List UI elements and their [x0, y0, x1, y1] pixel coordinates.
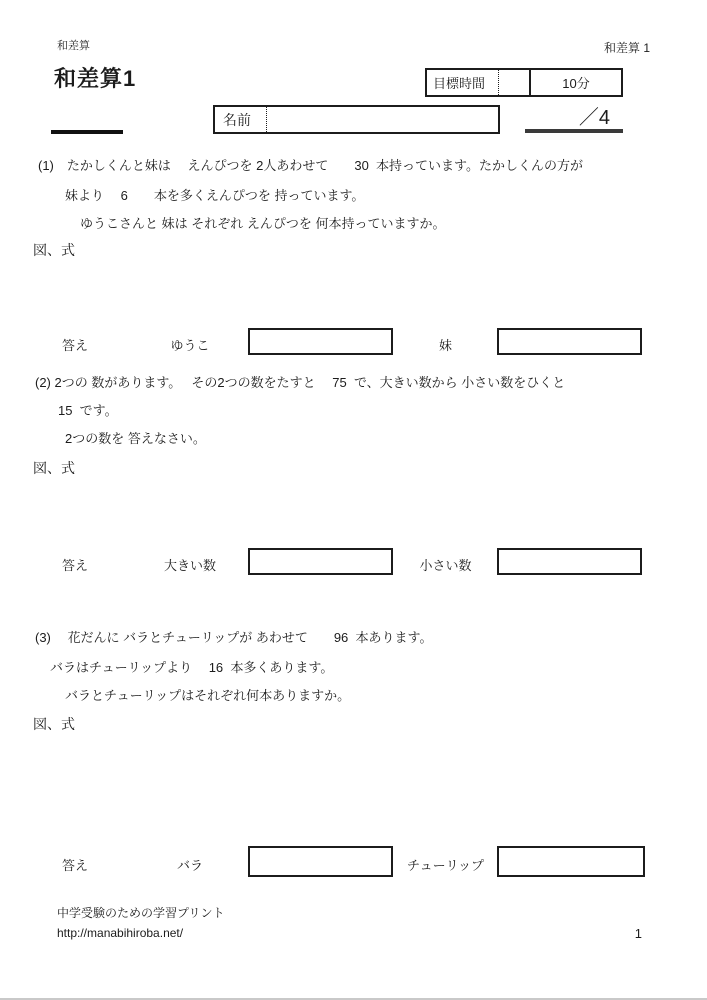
problem2-line3: 2つの数を 答えなさい。	[65, 431, 206, 446]
page-number: 1	[634, 926, 642, 941]
score-field: ／4	[578, 107, 610, 129]
problem3-line3: バラとチューリップはそれぞれ何本ありますか。	[65, 688, 351, 703]
title-underline-bar	[51, 130, 123, 134]
problem1-line3: ゆうこさんと 妹は それぞれ えんぴつを 何本持っていますか。	[80, 216, 446, 231]
problem3-line1: (3) 花だんに バラとチューリップが あわせて 96 本あります。	[35, 630, 433, 645]
problem2-work-label: 図、式	[33, 460, 75, 476]
problem1-answer-label: 答え	[62, 338, 89, 353]
problem1-first-answer-label: ゆうこ	[170, 338, 210, 353]
problem2-line2: 15 です。	[58, 403, 118, 418]
name-input-area[interactable]	[267, 107, 498, 132]
problem1-second-answer-label: 妹	[438, 338, 452, 353]
problem3-second-answer-label: チューリップ	[406, 858, 485, 873]
page-title: 和差算1	[54, 66, 137, 91]
problem2-second-answer-box[interactable]	[497, 548, 642, 575]
problem3-second-answer-box[interactable]	[497, 846, 645, 877]
problem2-first-answer-label: 大きい数	[163, 558, 216, 573]
footer-site-name: 中学受験のための学習プリント	[57, 906, 225, 920]
problem2-answer-label: 答え	[62, 558, 89, 573]
problem2-second-answer-label: 小さい数	[419, 558, 472, 573]
problem3-answer-label: 答え	[62, 858, 89, 873]
problem3-line2: バラはチューリップより 16 本多くあります。	[50, 660, 334, 675]
problem1-first-answer-box[interactable]	[248, 328, 393, 355]
name-label: 名前	[215, 107, 267, 132]
problem3-first-answer-label: バラ	[176, 858, 203, 873]
header-category-label: 和差算	[57, 40, 90, 52]
problem1-work-label: 図、式	[33, 242, 75, 258]
problem2-line1: (2) 2つの 数があります。 その2つの数をたすと 75 で、大きい数から 小さい数をひくと	[35, 375, 566, 390]
target-time-value: 10分	[562, 76, 590, 91]
problem1-line2: 妹より 6 本を多くえんぴつを 持っています。	[65, 188, 365, 203]
target-time-label: 目標時間	[427, 70, 499, 95]
problem2-first-answer-box[interactable]	[248, 548, 393, 575]
problem1-line1: (1) たかしくんと妹は えんぴつを 2人あわせて 30 本持っています。たかしくんの方が	[38, 158, 583, 173]
name-box	[213, 105, 500, 134]
problem3-work-label: 図、式	[33, 716, 75, 732]
problem3-first-answer-box[interactable]	[248, 846, 393, 877]
target-time-input-cell[interactable]	[499, 70, 531, 95]
target-time-box	[425, 68, 623, 97]
footer-site-url: http://manabihiroba.net/	[57, 926, 184, 940]
score-underline	[525, 129, 623, 133]
problem1-second-answer-box[interactable]	[497, 328, 642, 355]
header-sheet-code: 和差算 1	[603, 41, 650, 55]
